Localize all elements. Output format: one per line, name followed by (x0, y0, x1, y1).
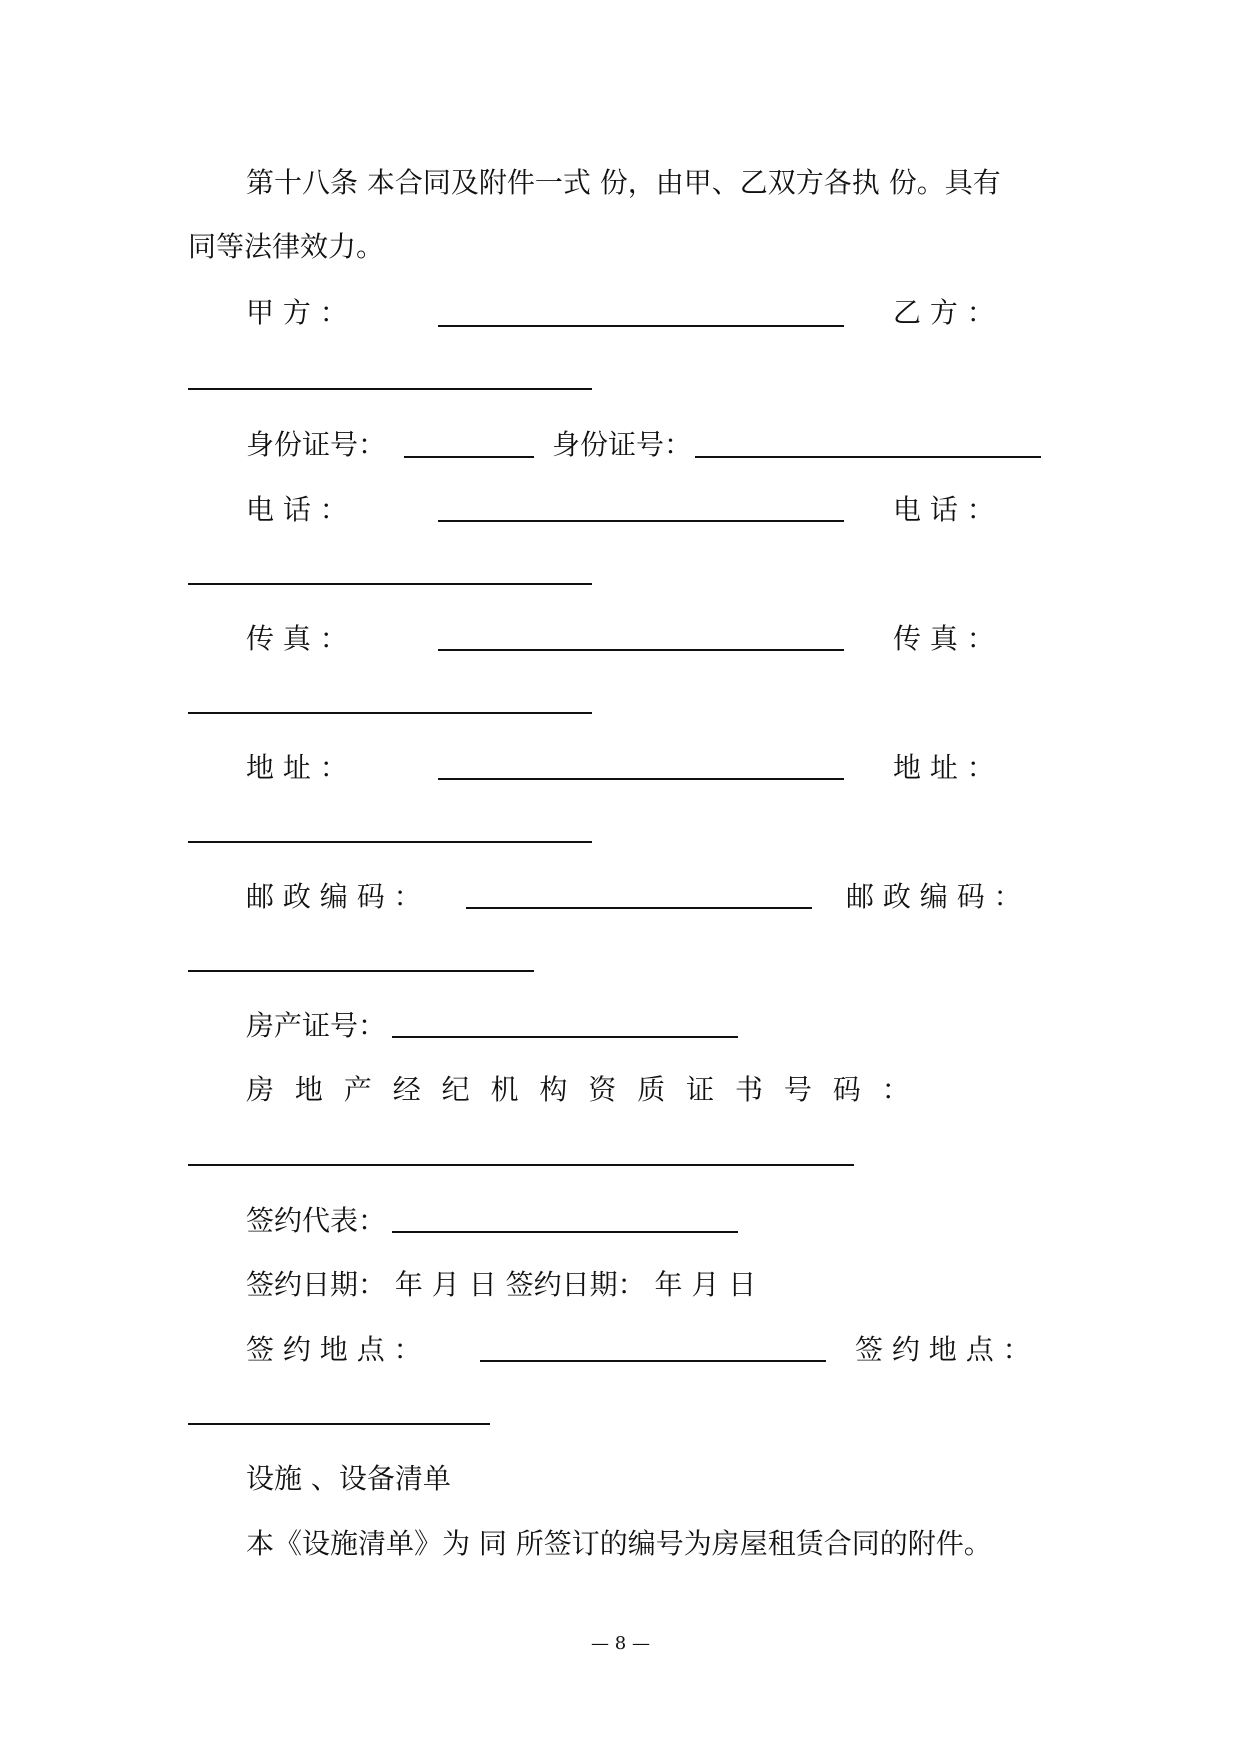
signing-rep-blank (392, 1231, 738, 1233)
signing-place-label-b: 签 约 地 点 ： (855, 1333, 1031, 1366)
phone-label-a: 电 话 ： (246, 493, 348, 526)
phone-label-b: 电 话 ： (893, 493, 995, 526)
signing-date-line: 签约日期： 年 月 日 签约日期： 年 月 日 (246, 1268, 757, 1301)
fax-label-b: 传 真 ： (893, 622, 995, 655)
facilities-heading: 设施 、设备清单 (246, 1462, 451, 1495)
article-18-line-1: 第十八条 本合同及附件一式 份，由甲、乙双方各执 份。具有 (246, 166, 1001, 199)
article-18-line-2: 同等法律效力。 (188, 230, 385, 263)
id-number-label-right: 身份证号： (552, 428, 693, 461)
signing-place-blank-b (188, 1423, 490, 1425)
id-number-blank-left (404, 456, 534, 458)
agency-cert-label-text: 房 地 产 经 纪 机 构 资 质 证 书 号 码 ： (246, 1073, 916, 1106)
id-number-blank-right (695, 456, 1041, 458)
party-a-blank (438, 325, 844, 327)
phone-blank-b (188, 583, 592, 585)
address-blank-b (188, 841, 592, 843)
facilities-text: 本《设施清单》为 同 所签订的编号为房屋租赁合同的附件。 (246, 1527, 992, 1560)
party-a-label: 甲 方 ： (246, 296, 348, 329)
postcode-blank-b (188, 970, 534, 972)
postcode-blank-a (466, 907, 812, 909)
id-number-label-left: 身份证号： (246, 428, 387, 461)
postcode-label-a: 邮 政 编 码 ： (246, 880, 422, 913)
fax-label-a: 传 真 ： (246, 622, 348, 655)
address-label-b: 地 址 ： (893, 751, 995, 784)
signing-place-label-a: 签 约 地 点 ： (246, 1333, 422, 1366)
fax-blank-a (438, 649, 844, 651)
property-cert-blank (392, 1036, 738, 1038)
agency-cert-blank (188, 1164, 854, 1166)
property-cert-label: 房产证号： (246, 1009, 387, 1042)
signing-place-blank-a (480, 1360, 826, 1362)
phone-blank-a (438, 520, 844, 522)
party-b-label: 乙 方 ： (893, 296, 995, 329)
address-blank-a (438, 778, 844, 780)
party-b-blank (188, 388, 592, 390)
page-number: — 8 — (591, 1633, 650, 1654)
signing-rep-label: 签约代表： (246, 1204, 387, 1237)
fax-blank-b (188, 712, 592, 714)
address-label-a: 地 址 ： (246, 751, 348, 784)
postcode-label-b: 邮 政 编 码 ： (846, 880, 1022, 913)
agency-cert-label (246, 1072, 1036, 1108)
